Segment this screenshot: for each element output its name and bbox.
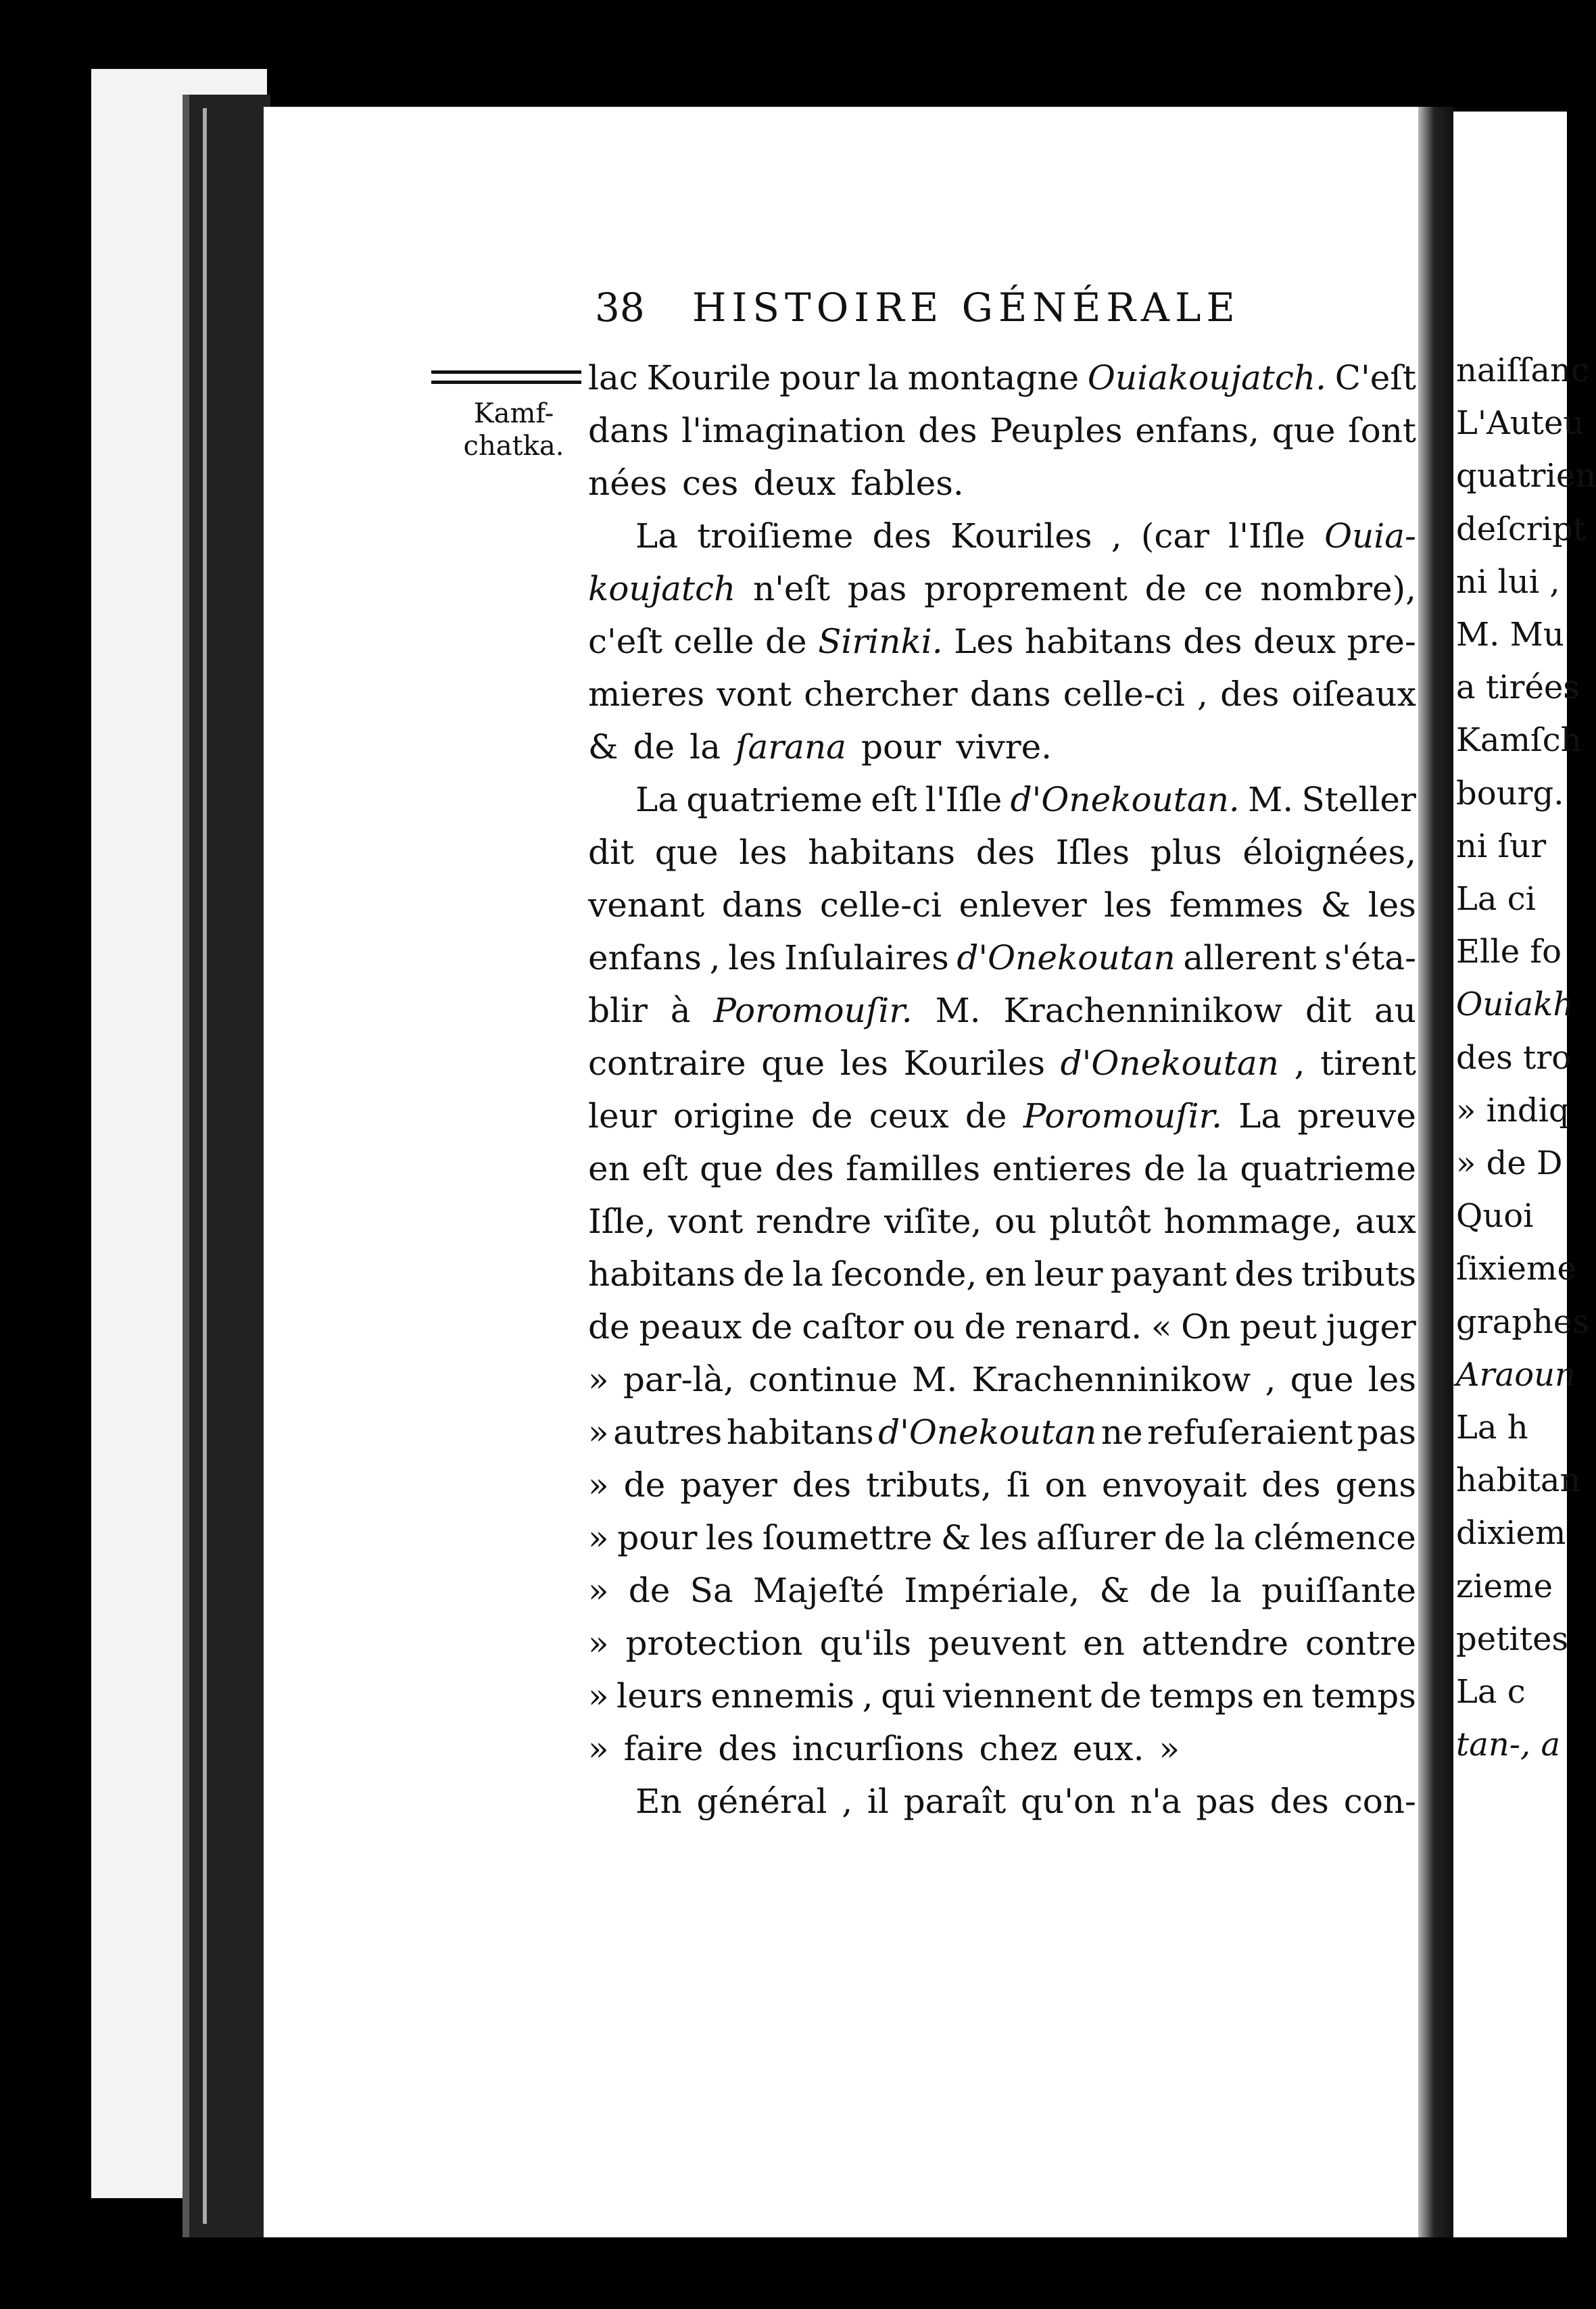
text-line bbox=[588, 1037, 1416, 1090]
word: temps bbox=[1311, 1676, 1416, 1716]
word: contraire bbox=[588, 1044, 746, 1083]
facing-page-line: naiſſanc bbox=[1456, 351, 1589, 389]
word: dit bbox=[588, 833, 635, 872]
word: de bbox=[750, 1307, 793, 1346]
word: hommage, bbox=[1163, 1202, 1343, 1241]
word: , bbox=[1111, 516, 1122, 556]
word: En bbox=[635, 1782, 682, 1821]
word: La bbox=[1238, 1096, 1282, 1136]
word: des bbox=[1220, 675, 1280, 714]
word: » bbox=[588, 1518, 609, 1557]
word: de bbox=[1143, 1149, 1186, 1188]
facing-page-line: dixiem bbox=[1456, 1514, 1566, 1553]
word: de bbox=[1099, 1676, 1142, 1716]
word: oiſeaux bbox=[1291, 675, 1416, 714]
word: , bbox=[1196, 675, 1208, 714]
word: , bbox=[709, 938, 721, 977]
word: » bbox=[588, 1360, 609, 1399]
facing-page-line: deſcript bbox=[1456, 510, 1587, 548]
word: contre bbox=[1305, 1624, 1416, 1663]
word: & bbox=[940, 1518, 971, 1557]
text-line bbox=[588, 1301, 1416, 1353]
word: clémence bbox=[1253, 1518, 1416, 1557]
facing-page-line: graphes bbox=[1456, 1303, 1589, 1341]
word: pour bbox=[779, 358, 860, 397]
word: s'éta- bbox=[1324, 938, 1416, 977]
word: qu'ils bbox=[819, 1624, 912, 1663]
book-spine bbox=[183, 95, 270, 2237]
text-line bbox=[588, 562, 1416, 615]
word: continue bbox=[748, 1360, 898, 1399]
text-line bbox=[588, 1722, 1416, 1775]
italic-word: d'Onekoutan bbox=[1060, 1044, 1279, 1083]
word: de bbox=[811, 1096, 853, 1136]
word: payer bbox=[680, 1465, 777, 1505]
italic-word: d'Onekoutan bbox=[878, 1413, 1097, 1452]
word: eux. bbox=[1072, 1729, 1144, 1768]
text-line bbox=[588, 1775, 1416, 1828]
text-line bbox=[588, 721, 1416, 773]
word: Krachenninikow bbox=[971, 1360, 1251, 1399]
running-title: HISTOIRE GÉNÉRALE bbox=[692, 285, 1240, 331]
word: ſoumettre bbox=[762, 1518, 933, 1557]
word: (car bbox=[1140, 516, 1210, 556]
word: deux bbox=[753, 464, 836, 503]
word: » bbox=[588, 1465, 609, 1505]
word: attendre bbox=[1141, 1624, 1289, 1663]
word: nées bbox=[588, 464, 668, 503]
word: n'eſt bbox=[752, 569, 831, 608]
word: » bbox=[588, 1729, 609, 1768]
word: pas bbox=[847, 569, 907, 608]
word: leur bbox=[1034, 1255, 1103, 1294]
word: Kouriles bbox=[950, 516, 1092, 556]
facing-page-line: Ouiakh bbox=[1456, 986, 1574, 1024]
word: c'eſt bbox=[588, 622, 662, 661]
word: Impériale, bbox=[904, 1571, 1080, 1610]
word: la bbox=[868, 358, 899, 397]
word: des bbox=[775, 1149, 834, 1188]
word: juger bbox=[1326, 1307, 1416, 1346]
word: faire bbox=[623, 1729, 704, 1768]
word: envoyait bbox=[1101, 1465, 1247, 1505]
word: M. bbox=[935, 991, 981, 1030]
word: proprement bbox=[924, 569, 1128, 608]
word: renard. bbox=[1015, 1307, 1142, 1346]
word: La bbox=[635, 780, 679, 819]
margin-rule bbox=[431, 370, 581, 384]
text-line bbox=[588, 351, 1416, 404]
word: entieres bbox=[992, 1149, 1132, 1188]
text-line bbox=[588, 1459, 1416, 1511]
word: » bbox=[588, 1624, 609, 1663]
word: , bbox=[842, 1782, 853, 1821]
word: , bbox=[1265, 1360, 1276, 1399]
word: paraît bbox=[903, 1782, 1007, 1821]
facing-page-line: » indiq bbox=[1456, 1091, 1570, 1129]
word: & bbox=[588, 727, 619, 767]
word: refuſeraient bbox=[1147, 1413, 1353, 1452]
word: dit bbox=[1305, 991, 1352, 1030]
text-line bbox=[588, 510, 1416, 562]
word: qu'on bbox=[1020, 1782, 1116, 1821]
facing-page-line: petites bbox=[1456, 1620, 1569, 1658]
word: pas bbox=[1357, 1413, 1416, 1452]
text-line bbox=[588, 1511, 1416, 1564]
text-line bbox=[588, 1406, 1416, 1459]
page-gutter bbox=[1418, 107, 1453, 2237]
word: des bbox=[718, 1729, 777, 1768]
word: vont bbox=[668, 1202, 744, 1241]
word: de bbox=[1163, 1518, 1206, 1557]
word: incurſions bbox=[792, 1729, 965, 1768]
word: & bbox=[1320, 885, 1351, 925]
word: Les bbox=[954, 622, 1014, 661]
word: de bbox=[628, 1571, 671, 1610]
word: » bbox=[588, 1413, 609, 1452]
facing-page-line: La h bbox=[1456, 1409, 1528, 1447]
word: Iſles bbox=[1055, 833, 1130, 872]
word: les bbox=[980, 1518, 1028, 1557]
word: peuvent bbox=[928, 1624, 1067, 1663]
facing-page-line: des tro bbox=[1456, 1038, 1572, 1077]
word: ſont bbox=[1348, 411, 1416, 450]
word: pour bbox=[617, 1518, 698, 1557]
word: on bbox=[1044, 1465, 1087, 1505]
facing-page-line: Araoun bbox=[1456, 1355, 1576, 1394]
text-line bbox=[588, 879, 1416, 931]
word: les bbox=[1104, 885, 1153, 925]
facing-page-line: Quoi bbox=[1456, 1197, 1534, 1236]
word: habitans bbox=[726, 1413, 874, 1452]
word: des bbox=[872, 516, 932, 556]
word: les bbox=[1368, 885, 1416, 925]
margin-note-line: chatka. bbox=[463, 431, 564, 462]
word: des bbox=[1261, 1465, 1321, 1505]
facing-page-line: L'Auteu bbox=[1456, 404, 1585, 443]
word: les bbox=[728, 938, 777, 977]
word: pre- bbox=[1347, 622, 1416, 661]
text-line bbox=[588, 1670, 1416, 1722]
word: peut bbox=[1240, 1307, 1317, 1346]
word: aux bbox=[1355, 1202, 1416, 1241]
word: les bbox=[840, 1044, 888, 1083]
word: aſſurer bbox=[1036, 1518, 1156, 1557]
facing-page-line: Kamſch bbox=[1456, 721, 1582, 760]
facing-page-line: M. Mu bbox=[1456, 616, 1564, 654]
word: en bbox=[1261, 1676, 1304, 1716]
word: Peuples bbox=[990, 411, 1123, 450]
text-line bbox=[588, 984, 1416, 1037]
facing-page-line: La ci bbox=[1456, 880, 1536, 918]
word: « bbox=[1151, 1307, 1172, 1346]
running-header bbox=[595, 284, 1318, 331]
word: ennemis bbox=[710, 1676, 854, 1716]
word: Krachenninikow bbox=[1003, 991, 1283, 1030]
facing-page-fragment bbox=[1453, 112, 1596, 2237]
italic-word: d'Onekoutan bbox=[957, 938, 1176, 977]
word: des bbox=[975, 833, 1035, 872]
word: pour bbox=[861, 727, 942, 767]
word: enfans bbox=[588, 938, 702, 977]
word: celle bbox=[673, 622, 754, 661]
word: puiſſante bbox=[1261, 1571, 1416, 1610]
word: de bbox=[623, 1465, 666, 1505]
text-line bbox=[588, 668, 1416, 721]
word: Kouriles bbox=[903, 1044, 1046, 1083]
word: enfans, bbox=[1135, 411, 1260, 450]
word: deux bbox=[1253, 622, 1336, 661]
word: ſeconde, bbox=[831, 1255, 977, 1294]
word: leur bbox=[588, 1096, 657, 1136]
word: de bbox=[743, 1255, 785, 1294]
word: Steller bbox=[1301, 780, 1416, 819]
word: temps bbox=[1149, 1676, 1255, 1716]
italic-word: Ouia- bbox=[1324, 516, 1416, 556]
word: , bbox=[1294, 1044, 1305, 1083]
word: femmes bbox=[1169, 885, 1304, 925]
word: ne bbox=[1101, 1413, 1143, 1452]
word: » bbox=[588, 1571, 609, 1610]
word: au bbox=[1374, 991, 1416, 1030]
italic-word: koujatch bbox=[588, 569, 736, 608]
word: éloignées, bbox=[1242, 833, 1416, 872]
word: autres bbox=[613, 1413, 723, 1452]
word: l'Iſle bbox=[1228, 516, 1305, 556]
word: viſite, bbox=[884, 1202, 982, 1241]
italic-word: Poromouſir. bbox=[1023, 1096, 1222, 1136]
word: ces bbox=[682, 464, 739, 503]
word: viennent bbox=[943, 1676, 1092, 1716]
word: habitans bbox=[588, 1255, 735, 1294]
margin-note-line: Kamf- bbox=[473, 398, 554, 429]
word: fables. bbox=[850, 464, 964, 503]
word: mieres bbox=[588, 675, 705, 714]
word: protection bbox=[625, 1624, 803, 1663]
word: les bbox=[739, 833, 788, 872]
facing-page-line: bourg. bbox=[1456, 774, 1564, 812]
word: C'eſt bbox=[1334, 358, 1416, 397]
word: M. bbox=[912, 1360, 958, 1399]
word: la bbox=[1196, 1149, 1228, 1188]
word: des bbox=[1269, 1782, 1329, 1821]
word: des bbox=[792, 1465, 852, 1505]
word: qui bbox=[881, 1676, 936, 1716]
word: la bbox=[1211, 1571, 1242, 1610]
word: La bbox=[635, 516, 679, 556]
word: de bbox=[965, 1096, 1007, 1136]
word: la bbox=[792, 1255, 823, 1294]
word: de bbox=[1144, 569, 1187, 608]
word: origine bbox=[673, 1096, 795, 1136]
word: dans bbox=[588, 411, 669, 450]
text-line bbox=[588, 826, 1416, 879]
word: plutôt bbox=[1049, 1202, 1151, 1241]
word: général bbox=[696, 1782, 827, 1821]
word: de bbox=[633, 727, 675, 767]
facing-page-line: ni lui , bbox=[1456, 562, 1560, 601]
text-line bbox=[588, 1195, 1416, 1248]
word: blir bbox=[588, 991, 648, 1030]
word: chez bbox=[979, 1729, 1058, 1768]
word: quatrieme bbox=[686, 780, 863, 819]
body-text bbox=[588, 351, 1416, 1828]
facing-page-line: zieme bbox=[1456, 1567, 1553, 1605]
word: de bbox=[1149, 1571, 1191, 1610]
word: en bbox=[588, 1149, 630, 1188]
italic-word: Poromouſir. bbox=[713, 991, 913, 1030]
word: nombre), bbox=[1260, 569, 1416, 608]
word: plus bbox=[1150, 833, 1222, 872]
word: en bbox=[1083, 1624, 1125, 1663]
text-line bbox=[588, 457, 1416, 510]
word: à bbox=[670, 991, 691, 1030]
word: dans bbox=[721, 885, 803, 925]
word: , bbox=[862, 1676, 873, 1716]
word: que bbox=[1290, 1360, 1354, 1399]
word: de bbox=[964, 1307, 1007, 1346]
word: que bbox=[761, 1044, 825, 1083]
facing-page-line: tan-, a bbox=[1456, 1726, 1561, 1764]
italic-word: Ouiakoujatch. bbox=[1087, 358, 1326, 397]
word: chercher bbox=[804, 675, 958, 714]
word: familles bbox=[846, 1149, 981, 1188]
word: quatrieme bbox=[1240, 1149, 1416, 1188]
word: » bbox=[1159, 1729, 1180, 1768]
word: dans bbox=[969, 675, 1051, 714]
word: » bbox=[588, 1676, 609, 1716]
text-line bbox=[588, 1090, 1416, 1142]
facing-page-line: quatrien bbox=[1456, 457, 1596, 495]
word: leurs bbox=[616, 1676, 703, 1716]
word: il bbox=[867, 1782, 889, 1821]
word: ou bbox=[994, 1202, 1037, 1241]
word: rendre bbox=[755, 1202, 872, 1241]
margin-note bbox=[446, 397, 581, 462]
italic-word: Sirinki. bbox=[818, 622, 943, 661]
word: payant bbox=[1110, 1255, 1228, 1294]
word: M. bbox=[1248, 780, 1294, 819]
word: On bbox=[1181, 1307, 1231, 1346]
word: ce bbox=[1204, 569, 1243, 608]
text-line bbox=[588, 931, 1416, 984]
word: gens bbox=[1335, 1465, 1416, 1505]
word: Sa bbox=[690, 1571, 733, 1610]
word: tributs bbox=[1301, 1255, 1416, 1294]
word: des bbox=[918, 411, 977, 450]
word: les bbox=[1368, 1360, 1416, 1399]
word: eſt bbox=[871, 780, 917, 819]
word: l'Iſle bbox=[925, 780, 1002, 819]
word: allerent bbox=[1183, 938, 1317, 977]
facing-page-line: a tirées bbox=[1456, 669, 1580, 707]
text-line bbox=[588, 1142, 1416, 1195]
text-line bbox=[588, 1353, 1416, 1406]
text-line bbox=[588, 1564, 1416, 1617]
word: les bbox=[706, 1518, 754, 1557]
word: lac bbox=[588, 358, 638, 397]
text-line bbox=[588, 615, 1416, 668]
word: vivre. bbox=[956, 727, 1053, 767]
page-number: 38 bbox=[595, 285, 645, 331]
word: ou bbox=[913, 1307, 955, 1346]
text-line bbox=[588, 1617, 1416, 1670]
word: vont bbox=[717, 675, 792, 714]
word: que bbox=[1272, 411, 1336, 450]
word: troiſieme bbox=[697, 516, 854, 556]
word: la bbox=[1214, 1518, 1245, 1557]
word: que bbox=[654, 833, 719, 872]
word: habitans bbox=[1025, 622, 1172, 661]
word: que bbox=[700, 1149, 763, 1188]
word: peaux bbox=[639, 1307, 742, 1346]
word: con- bbox=[1343, 1782, 1416, 1821]
word: Majeſté bbox=[752, 1571, 885, 1610]
word: des bbox=[1183, 622, 1242, 661]
word: la bbox=[690, 727, 721, 767]
text-line bbox=[588, 1248, 1416, 1301]
word: celle-ci bbox=[819, 885, 942, 925]
word: n'a bbox=[1130, 1782, 1182, 1821]
word: en bbox=[984, 1255, 1027, 1294]
word: pas bbox=[1196, 1782, 1255, 1821]
word: & bbox=[1099, 1571, 1130, 1610]
text-line bbox=[588, 773, 1416, 826]
word: eſt bbox=[642, 1149, 688, 1188]
word: de bbox=[588, 1307, 630, 1346]
word: Kourile bbox=[646, 358, 771, 397]
word: par-là, bbox=[623, 1360, 735, 1399]
word: venant bbox=[588, 885, 705, 925]
word: Inſulaires bbox=[784, 938, 949, 977]
facing-page-line: La c bbox=[1456, 1673, 1526, 1711]
word: Iſle, bbox=[588, 1202, 656, 1241]
text-line bbox=[588, 404, 1416, 457]
word: de bbox=[765, 622, 807, 661]
word: enlever bbox=[959, 885, 1087, 925]
word: l'imagination bbox=[681, 411, 906, 450]
word: montagne bbox=[907, 358, 1080, 397]
word: tributs, bbox=[866, 1465, 992, 1505]
word: habitans bbox=[808, 833, 955, 872]
word: tirent bbox=[1320, 1044, 1416, 1083]
italic-word: d'Onekoutan. bbox=[1010, 780, 1240, 819]
spine-line bbox=[203, 108, 207, 2224]
word: ceux bbox=[869, 1096, 949, 1136]
italic-word: ſarana bbox=[735, 727, 846, 767]
word: ſi bbox=[1007, 1465, 1030, 1505]
facing-page-line: Elle fo bbox=[1456, 933, 1562, 971]
word: preuve bbox=[1297, 1096, 1416, 1136]
word: caſtor bbox=[802, 1307, 904, 1346]
facing-page-line: ſixieme bbox=[1456, 1250, 1576, 1288]
facing-page-line: » de D bbox=[1456, 1144, 1563, 1182]
facing-page-line: ni ſur bbox=[1456, 827, 1547, 865]
word: des bbox=[1234, 1255, 1294, 1294]
facing-page-line: habitan bbox=[1456, 1461, 1581, 1500]
word: celle-ci bbox=[1063, 675, 1185, 714]
